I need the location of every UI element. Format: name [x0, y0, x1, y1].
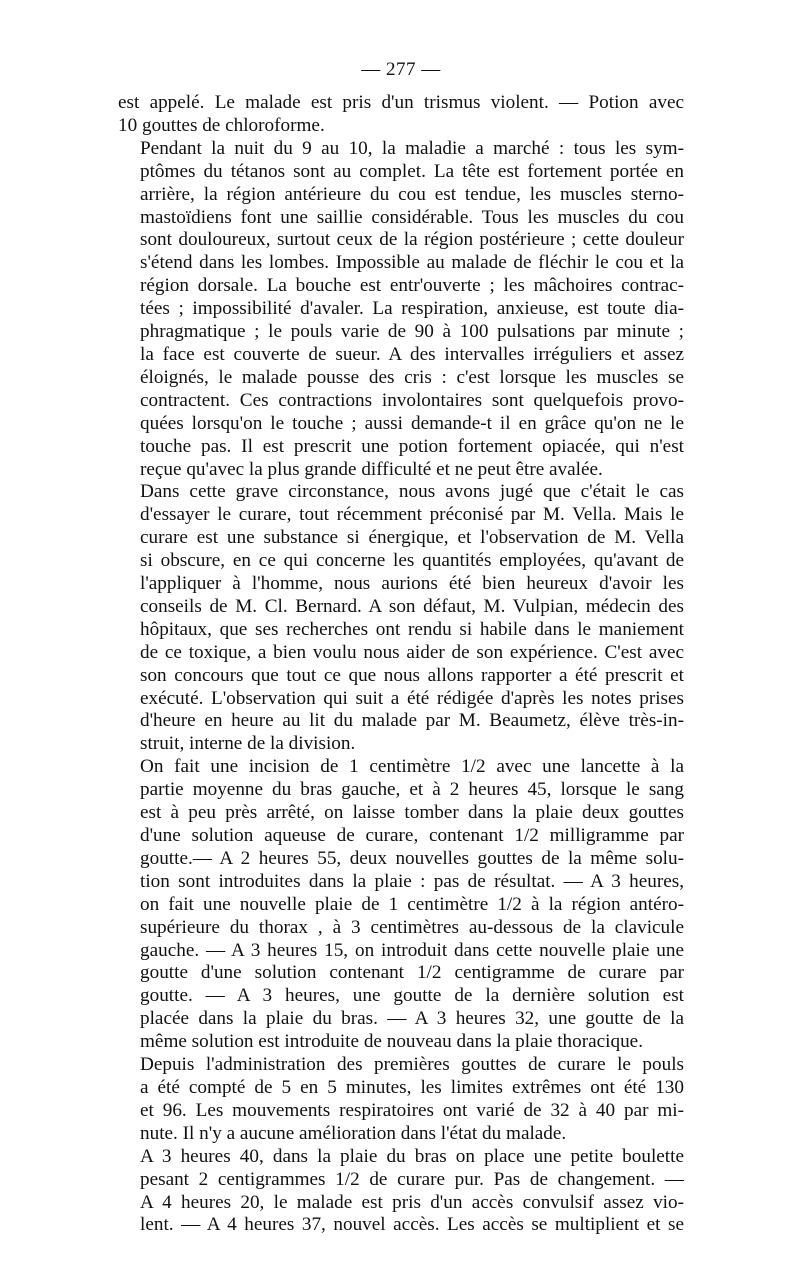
- text-line: ptômes du tétanos sont au complet. La tête est fortement portée en: [140, 160, 684, 182]
- text-line: reçue qu'avec la plus grande difficulté et ne peut être avalée.: [140, 458, 603, 480]
- paragraph: [118, 756, 684, 1054]
- text-line: l'appliquer à l'homme, nous aurions été bien heureux d'avoir les: [140, 573, 684, 595]
- text-line: d'une solution aqueuse de curare, contenant 1/2 milligramme par: [140, 825, 684, 846]
- text-line: est à peu près arrêté, on laisse tomber dans la plaie deux gouttes: [140, 802, 684, 824]
- text-line: de ce toxique, a bien voulu nous aider de son expérience. C'est avec: [140, 641, 684, 663]
- text-line: On fait une incision de 1 centimètre 1/2 avec une lancette à la: [140, 756, 684, 778]
- text-line: Depuis l'administration des premières gouttes de curare le pouls: [140, 1054, 684, 1076]
- text-line: région dorsale. La bouche est entr'ouverte ; les mâchoires contrac-: [140, 275, 684, 297]
- text-line: goutte d'une solution contenant 1/2 centigramme de curare par: [140, 962, 684, 984]
- book-page: [118, 58, 684, 1237]
- text-line: d'heure en heure au lit du malade par M. Beaumetz, élève très-in-: [140, 710, 684, 732]
- text-line: Dans cette grave circonstance, nous avons jugé que c'était le cas: [140, 481, 684, 503]
- paragraph: [118, 481, 684, 756]
- text-line: curare est une substance si énergique, et l'observation de M. Vella: [140, 527, 684, 549]
- paragraph: [118, 1146, 684, 1238]
- text-line: lent. — A 4 heures 37, nouvel accès. Les accès se multiplient et se: [140, 1214, 684, 1236]
- text-line: si obscure, en ce qui concerne les quantités employées, qu'avant de: [140, 550, 684, 572]
- text-line: 10 gouttes de chloroforme.: [118, 114, 325, 136]
- text-line: goutte. — A 3 heures, une goutte de la dernière solution est: [140, 985, 684, 1007]
- text-line: sont douloureux, surtout ceux de la région postérieure ; cette douleur: [140, 229, 684, 251]
- paragraph: [118, 138, 684, 482]
- text-line: A 4 heures 20, le malade est pris d'un accès convulsif assez vio-: [140, 1191, 684, 1213]
- text-line: est appelé. Le malade est pris d'un trismus violent. — Potion avec: [118, 92, 684, 113]
- text-line: hôpitaux, que ses recherches ont rendu si habile dans le maniement: [140, 618, 684, 640]
- text-line: struit, interne de la division.: [140, 733, 356, 755]
- text-line: son concours que tout ce que nous allons rapporter a été prescrit et: [140, 664, 684, 686]
- text-line: contractent. Ces contractions involontaires sont quelquefois provo-: [140, 389, 684, 411]
- text-line: exécuté. L'observation qui suit a été rédigée d'après les notes prises: [140, 687, 684, 709]
- page-number: — 277 —: [361, 59, 441, 80]
- text-line: et 96. Les mouvements respiratoires ont varié de 32 à 40 par mi-: [140, 1099, 684, 1121]
- text-line: éloignés, le malade pousse des cris : c'est lorsque les muscles se: [140, 366, 684, 388]
- text-line: arrière, la région antérieure du cou est tendue, les muscles sterno-: [140, 183, 684, 205]
- text-line: gauche. — A 3 heures 15, on introduit dans cette nouvelle plaie une: [140, 939, 684, 961]
- paragraph: [118, 1054, 684, 1146]
- text-line: d'essayer le curare, tout récemment préconisé par M. Vella. Mais le: [140, 504, 684, 526]
- text-line: quées lorsqu'on le touche ; aussi demande-t il en grâce qu'on ne le: [140, 412, 684, 434]
- text-line: a été compté de 5 en 5 minutes, les limites extrêmes ont été 130: [140, 1076, 684, 1098]
- text-line: tion sont introduites dans la plaie : pas de résultat. — A 3 heures,: [140, 870, 684, 892]
- text-line: conseils de M. Cl. Bernard. A son défaut, M. Vulpian, médecin des: [140, 595, 684, 617]
- text-line: partie moyenne du bras gauche, et à 2 heures 45, lorsque le sang: [140, 779, 684, 801]
- text-line: phragmatique ; le pouls varie de 90 à 100 pulsations par minute ;: [140, 321, 684, 343]
- text-line: goutte.— A 2 heures 55, deux nouvelles gouttes de la même solu-: [140, 847, 684, 869]
- text-line: A 3 heures 40, dans la plaie du bras on place une petite boulette: [140, 1145, 684, 1167]
- paragraph: [118, 92, 684, 138]
- body-text: [118, 92, 684, 1237]
- text-line: nute. Il n'y a aucune amélioration dans l'état du malade.: [140, 1122, 567, 1144]
- text-line: mastoïdiens font une saillie considérable. Tous les muscles du cou: [140, 206, 684, 228]
- text-line: Pendant la nuit du 9 au 10, la maladie a marché : tous les sym-: [140, 137, 684, 159]
- text-line: tées ; impossibilité d'avaler. La respiration, anxieuse, est toute dia-: [140, 298, 684, 320]
- text-line: placée dans la plaie du bras. — A 3 heures 32, une goutte de la: [140, 1008, 684, 1030]
- text-line: même solution est introduite de nouveau dans la plaie thoracique.: [140, 1031, 643, 1053]
- text-line: pesant 2 centigrammes 1/2 de curare pur. Pas de changement. —: [140, 1168, 684, 1190]
- text-line: on fait une nouvelle plaie de 1 centimètre 1/2 à la région antéro-: [140, 893, 684, 915]
- text-line: supérieure du thorax , à 3 centimètres au-dessous de la clavicule: [140, 916, 684, 938]
- text-line: s'étend dans les lombes. Impossible au malade de fléchir le cou et la: [140, 252, 684, 274]
- text-line: touche pas. Il est prescrit une potion fortement opiacée, qui n'est: [140, 435, 684, 457]
- text-line: la face est couverte de sueur. A des intervalles irréguliers et assez: [140, 343, 684, 365]
